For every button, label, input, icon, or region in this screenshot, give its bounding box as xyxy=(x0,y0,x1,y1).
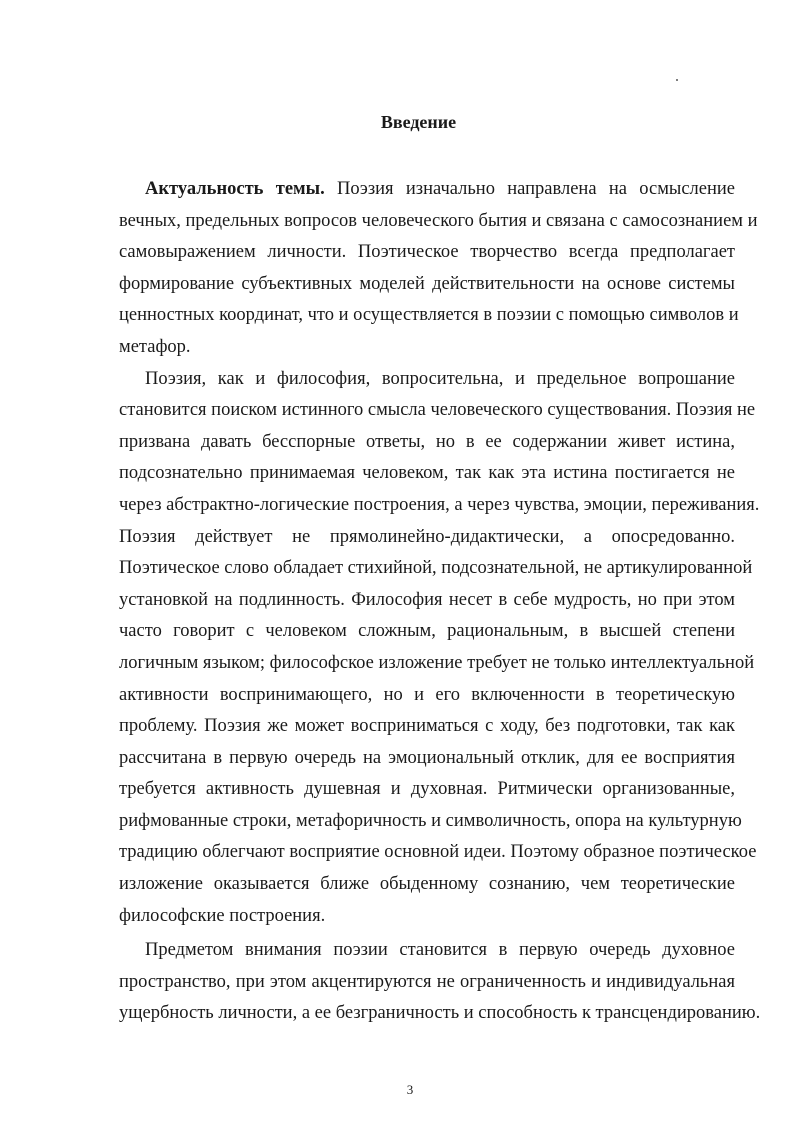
text-line: активности воспринимающего, но и его включенности в теоретическую xyxy=(119,684,735,705)
text-line: через абстрактно-логические построения, а через чувства, эмоции, переживания. xyxy=(119,494,760,515)
text-line: пространство, при этом акцентируются не ограниченность и индивидуальная xyxy=(119,971,735,992)
text-line: Поэтическое слово обладает стихийной, подсознательной, не артикулированной xyxy=(119,558,753,579)
text-line: традицию облегчают восприятие основной идеи. Поэтому образное поэтическое xyxy=(119,842,757,863)
scan-speck xyxy=(676,79,678,81)
text-line: Поэзия, как и философия, вопросительна, и предельное вопрошание xyxy=(145,368,735,389)
text-line: подсознательно принимаемая человеком, так как эта истина постигается не xyxy=(119,463,735,484)
lead-term: Актуальность темы. xyxy=(145,179,325,199)
text-line: установкой на подлинность. Философия несет в себе мудрость, но при этом xyxy=(119,589,735,610)
text-line: философские построения. xyxy=(119,905,326,926)
text-line: самовыражением личности. Поэтическое творчество всегда предполагает xyxy=(119,242,735,263)
text-line: Поэзия действует не прямолинейно-дидактически, а опосредованно. xyxy=(119,526,735,547)
text-line: рассчитана в первую очередь на эмоциональный отклик, для ее восприятия xyxy=(119,747,735,768)
text-line: вечных, предельных вопросов человеческого бытия и связана с самосознанием и xyxy=(119,210,758,231)
text-line: становится поиском истинного смысла человеческого существования. Поэзия не xyxy=(119,400,756,421)
body-text xyxy=(119,174,761,1030)
page-number: 3 xyxy=(406,1082,414,1097)
text-line: изложение оказывается ближе обыденному сознанию, чем теоретические xyxy=(119,874,735,895)
text-line: Актуальность темы. Поэзия изначально направлена на осмысление xyxy=(145,179,736,199)
text-line: метафор. xyxy=(119,336,191,357)
text-line: рифмованные строки, метафоричность и символичность, опора на культурную xyxy=(119,810,742,831)
text-line: призвана давать бесспорные ответы, но в ее содержании живет истина, xyxy=(119,431,735,452)
text-line: формирование субъективных моделей действительности на основе системы xyxy=(119,273,735,294)
section-heading: Введение xyxy=(380,112,457,132)
text-line: логичным языком; философское изложение требует не только интеллектуальной xyxy=(119,652,755,673)
text-line: ущербность личности, а ее безграничность и способность к трансцендированию. xyxy=(119,1003,761,1024)
text-line: Предметом внимания поэзии становится в первую очередь духовное xyxy=(145,940,735,961)
text-line: проблему. Поэзия же может восприниматься с ходу, без подготовки, так как xyxy=(119,716,735,737)
text-line: ценностных координат, что и осуществляется в поэзии с помощью символов и xyxy=(119,305,739,326)
text-line: часто говорит с человеком сложным, рациональным, в высшей степени xyxy=(119,621,735,642)
text-line: требуется активность душевная и духовная. Ритмически организованные, xyxy=(119,779,735,800)
